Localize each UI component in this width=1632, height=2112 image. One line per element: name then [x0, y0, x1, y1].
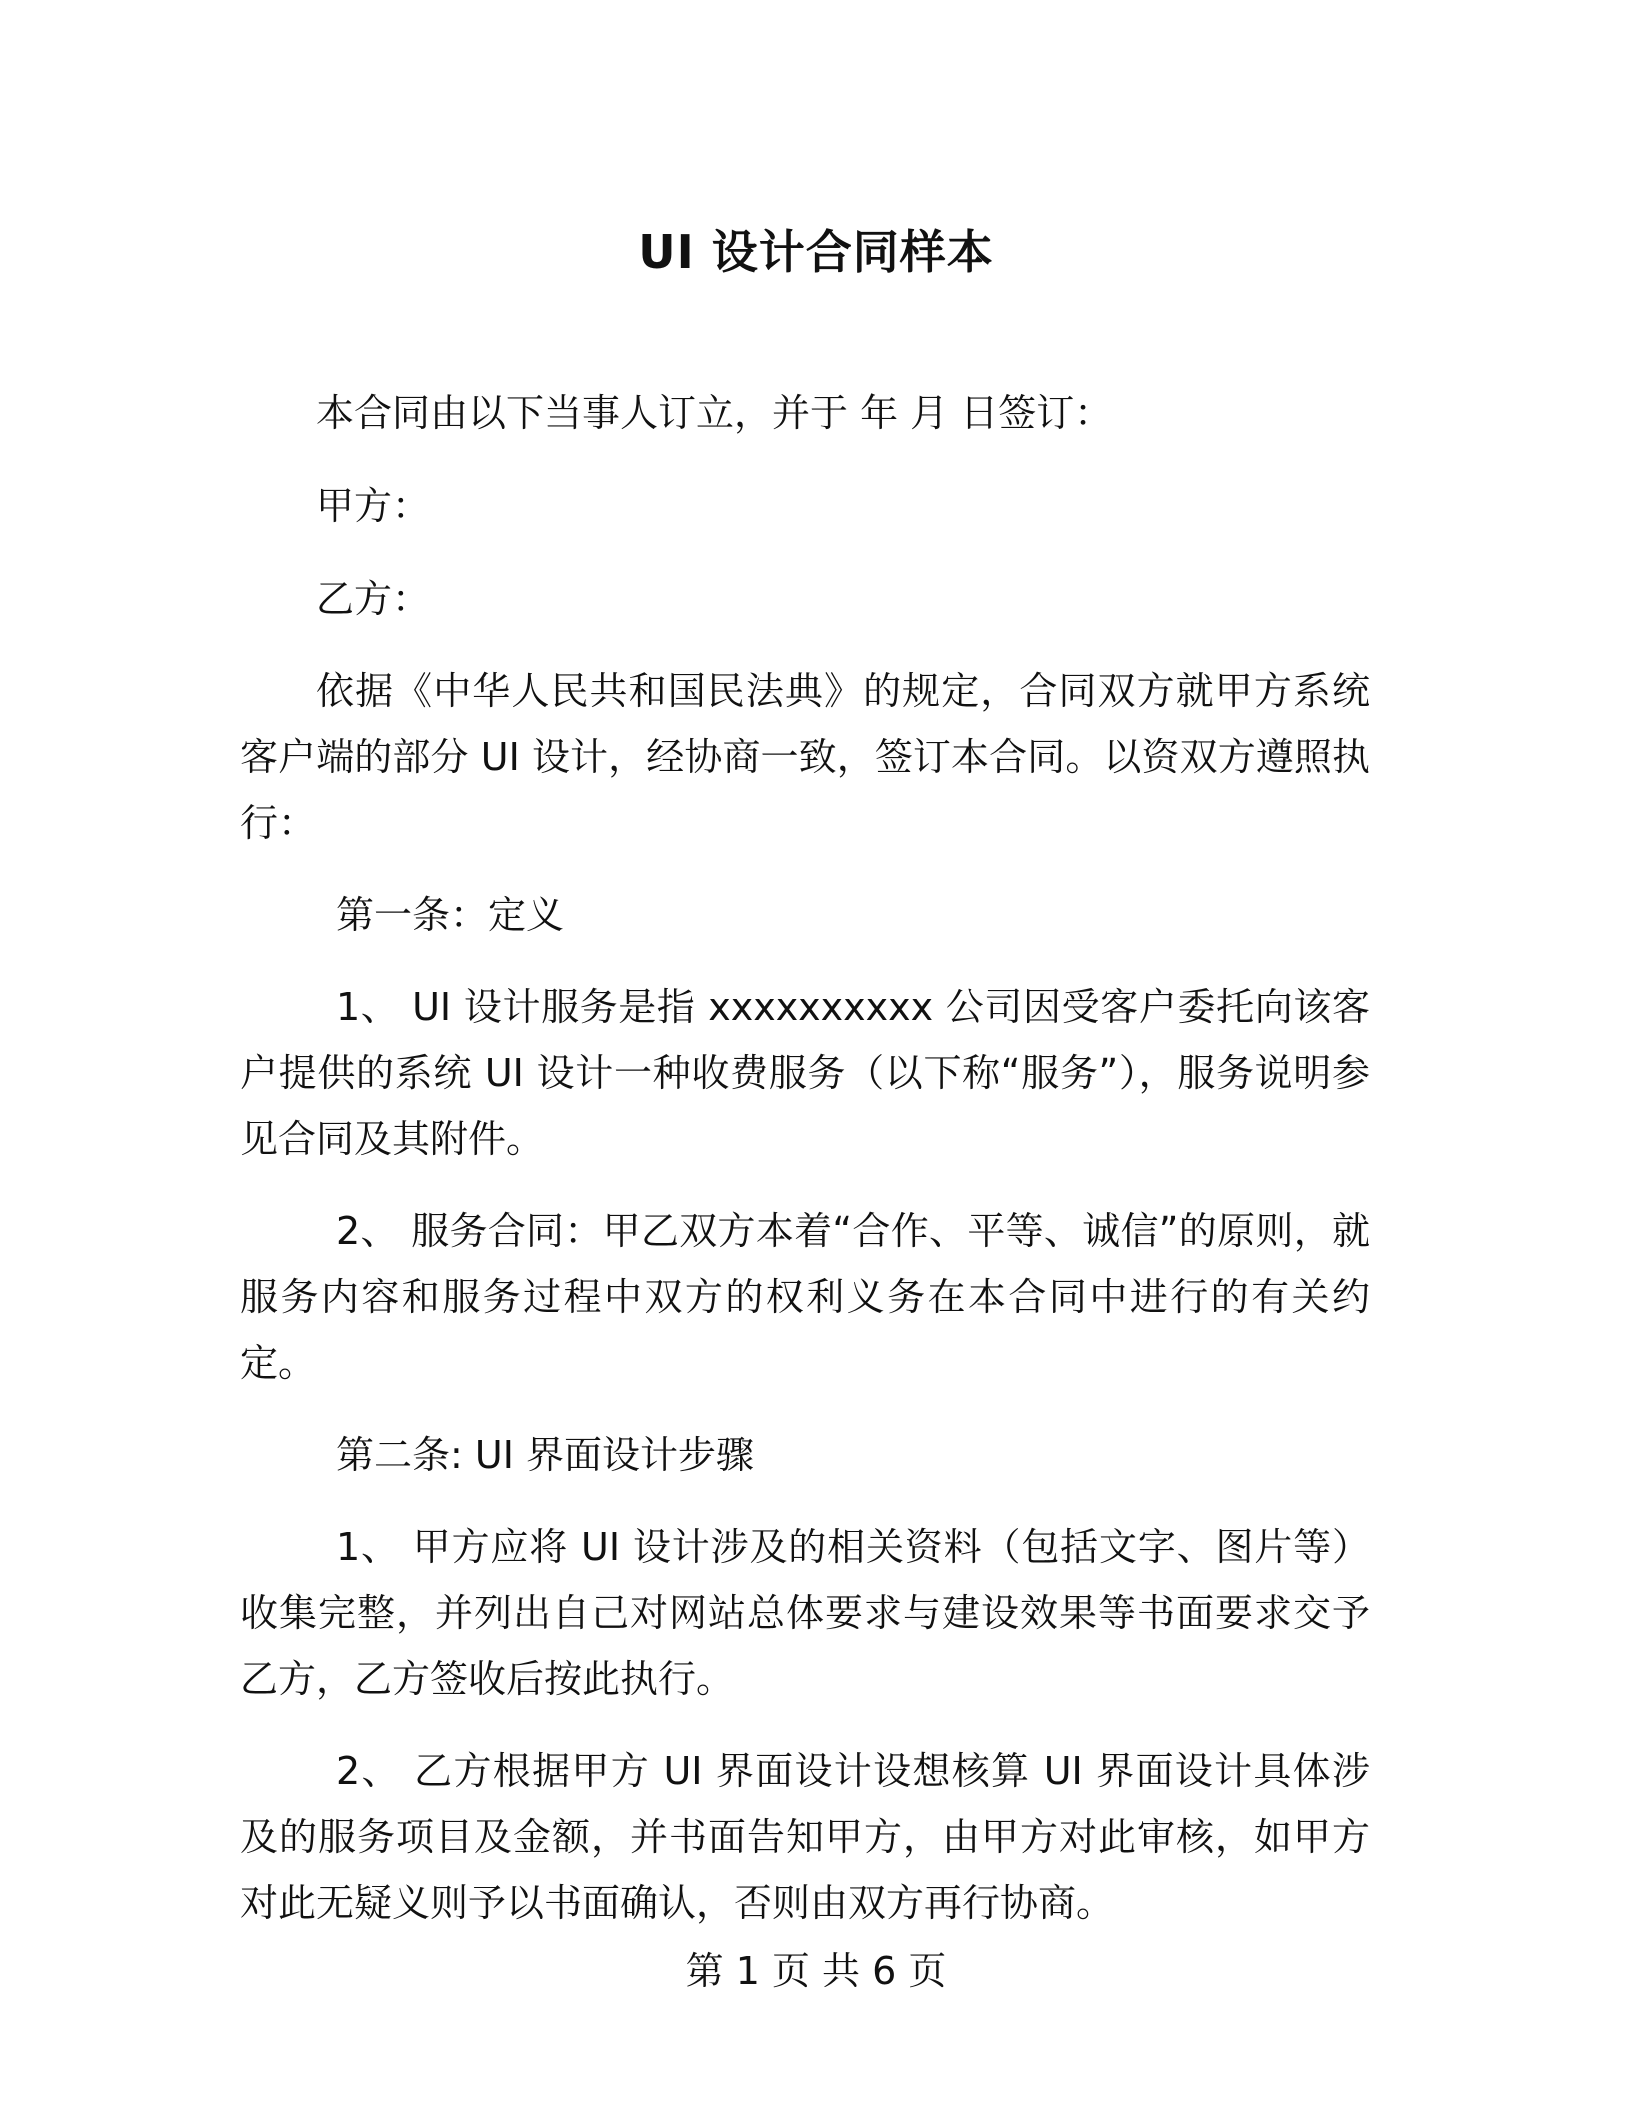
party-a-line: 甲方： — [316, 484, 431, 528]
clause-paragraph: 2、 乙方根据甲方 UI 界面设计设想核算 UI 界面设计具体涉及的服务项目及金额，并书面告知甲方，由甲方对此审核，如甲方对此无疑义则予以书面确认，否则由双方再行协商。 — [240, 1749, 1370, 1925]
clause-paragraph: 1、 甲方应将 UI 设计涉及的相关资料（包括文字、图片等）收集完整，并列出自己对网站总体要求与建设效果等书面要求交予乙方，乙方签收后按此执行。 — [240, 1525, 1370, 1701]
opening-paragraph: 本合同由以下当事人订立，并于 年 月 日签订： — [316, 391, 1113, 435]
clause-paragraph: 2、 服务合同：甲乙双方本着“合作、平等、诚信”的原则，就服务内容和服务过程中双方的权利义务在本合同中进行的有关约定。 — [240, 1209, 1370, 1385]
document-title: UI 设计合同样本 — [638, 225, 994, 279]
article-heading: 第一条：定义 — [336, 893, 565, 937]
preamble-paragraph: 依据《中华人民共和国民法典》的规定，合同双方就甲方系统客户端的部分 UI 设计，经协商一致，签订本合同。以资双方遵照执行： — [240, 669, 1370, 845]
clause-paragraph: 1、 UI 设计服务是指 xxxxxxxxxx 公司因受客户委托向该客户提供的系统 UI 设计一种收费服务（以下称“服务”），服务说明参见合同及其附件。 — [240, 985, 1370, 1161]
article-heading: 第二条: UI 界面设计步骤 — [336, 1433, 754, 1477]
party-b-line: 乙方： — [316, 577, 431, 621]
page-number-footer: 第 1 页 共 6 页 — [685, 1949, 947, 1993]
document-body — [240, 380, 1370, 1936]
